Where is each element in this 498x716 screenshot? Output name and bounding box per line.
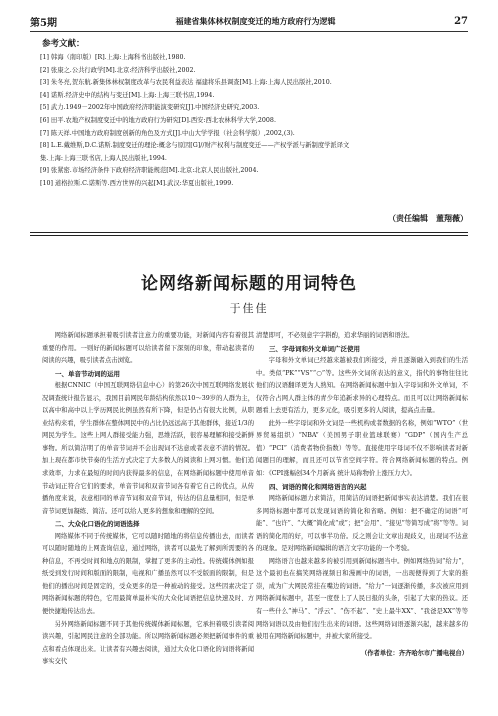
issue-label: 第5期 [30,17,57,29]
reference-item: [5] 武力.1949－2002年中国政府经济职能演变研究[J].中国经济史研究,2003. [40,104,260,112]
body-paragraph: 字母和外文单词已经越来越被我们所接受，并且逐渐融入到我们的生活中。类似“PK”“VS”“○”等。这些外文词所表达的意义，指代的事物往往比他们的汉语翻译更为人熟知。在网络新闻标题中加入字母词和外文单词，不仅符合占网人群主体的青少年追新求异的心理特点。而且可以让网络新闻标题看上去更有活力，更多元化，吸引更多的人阅读，提高点击量。 [256,357,468,415]
body-paragraph: 另外网络新闻标题不同于其他传统媒体新闻标题，它承担着吸引读者阅读兴趣，引起网民注意的全部功能。所以网络新闻标题必须把新闻事件的重点和看点体现出来。让读者有兴趣去阅读，通过大众化口语化的词语将新闻事实交代 [42,620,254,666]
body-paragraph: 清楚即可，不必刻意字字斟酌，追求华丽的词语和语法。 [256,332,414,339]
section-heading: 二、大众化口语化的词语选择 [55,520,140,529]
page-number: 27 [454,15,468,27]
section-divider-thin [30,235,468,236]
reference-item: [7] 陈天祥.中国地方政府制度创新的角色及方式[J].中山大学学报（社会科学版）,2002,(3). [40,129,295,137]
responsible-editor: （责任编辑 董翔薇） [388,213,468,223]
references-title: 参考文献： [42,39,85,49]
running-head [30,14,468,32]
running-head-title: 福建省集体林权制度变迁的地方政府行为逻辑 [175,15,336,26]
reference-item: [10] 道格拉斯.C.诺斯等.西方世界的兴起[M].武汉:华夏出版社,1999. [40,179,234,187]
body-paragraph: 网络新闻标题力求简洁，用简洁的词语把新闻事实表达清楚。我们在很多网络标题中都可以发现词语的简化和省略。例如：把不确定的词语“可能”、“也许”、“大概”简化成“或”；把“会用”、“接见”等简写成“将”等等。词语的简化用的好，可以事半功倍。反之则会让文章出现歧义，出现词不达意的现象。是对网络新闻编辑的语言文字功能的一个考验。 [256,495,468,553]
references-list [40,52,470,191]
reference-item: [6] 田平.农地产权制度变迁中的地方政府行为研究[D].西安:西北农林科学大学,2008. [40,116,276,124]
reference-item: [9] 张紧密.市场经济条件下政府经济职能规范[M].北京:北京人民出版社,2004. [40,167,259,175]
body-paragraph: 网络语言也越来越多的被引用到新闻标题当中。例如网络热词“给力”，这个最初也在搞笑网络视频日和漫画中的词语，一出现便得到了大家的推崇，成为广大网民常挂在嘴边的词语。“给力”一词逐渐传播，多次被应用到网络新闻标题中，甚至一度登上了人民日报的头条，引起了大家的热议。还有一些什么“神马”、“浮云”、“伤不起”、“史上最牛XX”、“我爸是XX”等等网络词语以及由他们衍生出来的词语。这些网络词语逐渐兴起，越来越多的被用在网络新闻标题中，并被大家所接受。 [256,557,468,641]
reference-item: [3] 朱冬亮,贺东航.新集体林权制度改革与农民利益表达 福建将乐县调查[M].上海:上海人民出版社,2010. [40,79,332,87]
author-affiliation: （作者单位：齐齐哈尔市广播电视台） [360,649,468,657]
reference-item: [4] 诺斯.经济史中的结构与变迁[M].上海:上海三联书店,1994. [40,91,215,99]
reference-item: [2] 张康之.公共行政学[M].北京:经济科学出版社,2002. [40,66,196,74]
article-author: 于佳佳 [229,302,269,315]
section-heading: 四、词语的简化和网络语言的兴起 [269,482,367,491]
section-heading: 三、字母词和外文单词广泛使用 [269,344,360,353]
body-column-left [42,330,254,669]
body-paragraph: 网络新闻标题承担着吸引读者注意力的重要功能，对新闻内容有着很其重要的作用。一则好的新闻标题可以给读者留下深刻的印象，带动起读者的阅读的兴趣，吸引读者点击浏览。 [42,332,254,365]
body-paragraph: 根据CNNIC（中国互联网络信息中心）的第26次中国互联网络发展状况调查统计报告显示，我国目前网民年龄结构依然以10～39岁的人群为主，以高中和高中以上学历网民比例虽然有所下降，但是仍占有很大比例，从职业结构来看，学生群体在整体网民中的占比仍远远高于其他群体，接近1/3的网民为学生。这些上网人群接受能力强，思维活跃，很容易理解和接受新鲜事物。所以简洁明了的单音节词并不会出现词不达意或者表意不清的情况。加上现在都市快节奏的生活方式决定了大多数人的阅读和上网习惯。他们追求效率，力求在最短的时间内获得最多的信息，在网络新闻标题中使用单音节动词正符合它们的要求，单音节词和双音节词各有着它自己的优点，从传播角度来说，表意相同的单音节词和双音节词，传达的信息量相同，但是单音节词更加凝练、简洁。还可以给人更多的想象和理解的空间。 [42,382,254,515]
section-heading: 一、单音节动词的运用 [55,369,120,378]
reference-item: [8] L.E.戴维斯,D.C.诺斯.制度变迁的理论:概念与原因[G]//财产权利与制度变迁——产权学派与新制度学派译文 [40,142,350,150]
reference-item: [1] 韩海（南印版）[R].上海:上海科书出版社,1980. [40,54,186,61]
body-paragraph: 此外一些字母词和外文词是一些机构或者数据的名称，例如“WTO”（世界贸易组织）“NBA”（美国男子职业篮球联赛）“GDP”（国内生产总值）“PCI”（消费者物价指数）等等。直接使用字母词不仅不影响读者对新闻题目的理解，而且还可以节省空间字符。符合网络新闻标题的特点。例如：《CPI涨幅创34个月新高 统计局称物价上涨压力大》。 [256,419,468,478]
reference-item-continuation: 集.上海:上海三联书店,上海人民出版社,1994. [40,154,167,162]
section-divider [30,232,468,233]
body-column-right [256,330,468,660]
body-paragraph: 网络媒体不同于传统媒体，它可以随时随地的将信息传播出去，而读者可以随时随地的上网查询信息，通过网络，读者可以最先了解到所需要的各种信息，不再受时间和地点的限制，掌握了更多的主动性。传统媒体例如报纸受到发行时间和版面的限制，电视和广播虽然可以不受版面的限制，但是他们的播出时间是固定的，受众更多的是一种被动的接受。这些因素决定了网络新闻标题的特色，它用最简单最朴实的大众化词语把信息快速及时、方便快捷地传达出去。 [42,532,254,616]
article-title: 论网络新闻标题的用词特色 [141,274,357,294]
